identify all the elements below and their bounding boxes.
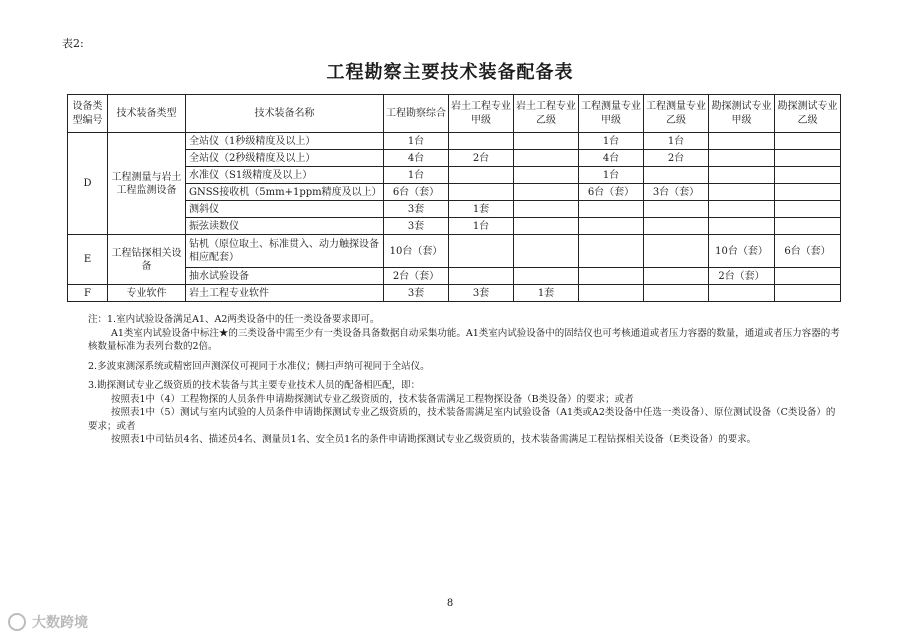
cell: 3台（套）: [644, 184, 709, 201]
cell: [709, 133, 775, 150]
table-label: 表2:: [62, 37, 84, 50]
cell: [644, 167, 709, 184]
header-geotech-a: 岩土工程专业甲级: [449, 95, 514, 133]
header-code: 设备类型编号: [68, 95, 108, 133]
cell: [514, 184, 579, 201]
cell: 3套: [384, 285, 449, 302]
cell: 2台（套）: [384, 268, 449, 285]
watermark: [8, 612, 88, 632]
cell: [775, 133, 841, 150]
header-type: 技术装备类型: [108, 95, 186, 133]
note-line: 按照表1中（4）工程物探的人员条件申请勘探测试专业乙级资质的，技术装备需满足工程物探设备（B类设备）的要求；或者: [111, 393, 634, 405]
cell: 1台: [579, 167, 644, 184]
cell: [775, 268, 841, 285]
cell: [449, 133, 514, 150]
cell: 1台: [644, 133, 709, 150]
cell: 4台: [579, 150, 644, 167]
equipment-name: GNSS接收机（5mm+1ppm精度及以上）: [186, 184, 384, 201]
watermark-text: 大数跨境: [32, 615, 88, 631]
cell: [579, 218, 644, 235]
cell: [579, 285, 644, 302]
group-code: D: [68, 133, 108, 235]
header-row: [68, 95, 841, 133]
equipment-table: [67, 94, 841, 302]
cell: [449, 235, 514, 268]
cell: [775, 150, 841, 167]
cell: 6台（套）: [384, 184, 449, 201]
cell: [514, 133, 579, 150]
table-row: [68, 133, 841, 150]
equipment-name: 振弦读数仪: [186, 218, 384, 235]
header-exploration-b: 勘探测试专业乙级: [775, 95, 841, 133]
cell: [709, 167, 775, 184]
equipment-name: 岩土工程专业软件: [186, 285, 384, 302]
equipment-name: 抽水试验设备: [186, 268, 384, 285]
cell: 2台: [644, 150, 709, 167]
cell: 10台（套）: [384, 235, 449, 268]
cell: [514, 268, 579, 285]
note-line: 注：1.室内试验设备满足A1、A2两类设备中的任一类设备要求即可。: [88, 314, 380, 325]
cell: [709, 201, 775, 218]
cell: [644, 285, 709, 302]
cell: [449, 184, 514, 201]
cell: 3套: [384, 201, 449, 218]
cell: 6台（套）: [775, 235, 841, 268]
notes-section: [88, 313, 840, 447]
cell: [644, 235, 709, 268]
header-geotech-b: 岩土工程专业乙级: [514, 95, 579, 133]
cell: [644, 218, 709, 235]
cell: 6台（套）: [579, 184, 644, 201]
equipment-name: 水准仪（S1级精度及以上）: [186, 167, 384, 184]
watermark-logo-icon: [8, 613, 26, 631]
equipment-name: 全站仪（1秒级精度及以上）: [186, 133, 384, 150]
header-exploration-a: 勘探测试专业甲级: [709, 95, 775, 133]
note-line: 3.勘探测试专业乙级资质的技术装备与其主要专业技术人员的配备相匹配，即：: [88, 380, 421, 391]
cell: 2台: [449, 150, 514, 167]
cell: 1套: [449, 201, 514, 218]
cell: [514, 218, 579, 235]
cell: [644, 268, 709, 285]
header-comprehensive: 工程勘察综合: [384, 95, 449, 133]
cell: [514, 201, 579, 218]
group-code: F: [68, 285, 108, 302]
cell: 3套: [384, 218, 449, 235]
equipment-name: 测斜仪: [186, 201, 384, 218]
cell: [579, 201, 644, 218]
page-number: 8: [446, 598, 454, 609]
cell: 2台（套）: [709, 268, 775, 285]
cell: [775, 218, 841, 235]
note-line: 按照表1中司钻员4名、描述员4名、测量员1名、安全员1名的条件申请勘探测试专业乙级资质的，技术装备需满足工程钻探相关设备（E类设备）的要求。: [111, 434, 757, 445]
cell: 10台（套）: [709, 235, 775, 268]
cell: 1台: [449, 218, 514, 235]
group-code: E: [68, 235, 108, 285]
cell: [449, 268, 514, 285]
cell: [775, 285, 841, 302]
cell: [579, 268, 644, 285]
equipment-name: 全站仪（2秒级精度及以上）: [186, 150, 384, 167]
cell: [709, 184, 775, 201]
cell: 3套: [449, 285, 514, 302]
table-row: [68, 285, 841, 302]
cell: [514, 150, 579, 167]
cell: [449, 167, 514, 184]
cell: 1台: [579, 133, 644, 150]
cell: 1套: [514, 285, 579, 302]
cell: 4台: [384, 150, 449, 167]
cell: [514, 235, 579, 268]
cell: [514, 167, 579, 184]
equipment-name: 钻机（原位取土、标准贯入、动力触探设备相应配套）: [186, 235, 384, 268]
cell: [775, 201, 841, 218]
header-survey-a: 工程测量专业甲级: [579, 95, 644, 133]
note-line: A1类室内试验设备中标注★的三类设备中需至少有一类设备具备数据自动采集功能。A1类室内试验设备中的固结仪也可考核通道或者压力容器的数量，通道或者压力容器的考核数量标准为表列台数的2倍。: [88, 327, 840, 352]
cell: [709, 218, 775, 235]
note-line: 按照表1中（5）测试与室内试验的人员条件申请勘探测试专业乙级资质的，技术装备需满足室内试验设备（A1类或A2类设备中任选一类设备）、原位测试设备（C类设备）的要求；或者: [88, 407, 836, 432]
cell: [775, 184, 841, 201]
table-row: [68, 235, 841, 268]
note-line: 2.多波束测深系统或精密回声测深仪可视同于水准仪；侧扫声纳可视同于全站仪。: [88, 360, 430, 372]
header-survey-b: 工程测量专业乙级: [644, 95, 709, 133]
cell: 1台: [384, 167, 449, 184]
cell: [775, 167, 841, 184]
cell: 1台: [384, 133, 449, 150]
cell: [709, 285, 775, 302]
cell: [579, 235, 644, 268]
document-title: 工程勘察主要技术装备配备表: [326, 62, 574, 83]
cell: [709, 150, 775, 167]
header-name: 技术装备名称: [186, 95, 384, 133]
cell: [644, 201, 709, 218]
group-type: 工程测量与岩土工程监测设备: [108, 133, 186, 235]
group-type: 工程钻探相关设备: [108, 235, 186, 285]
group-type: 专业软件: [108, 285, 186, 302]
